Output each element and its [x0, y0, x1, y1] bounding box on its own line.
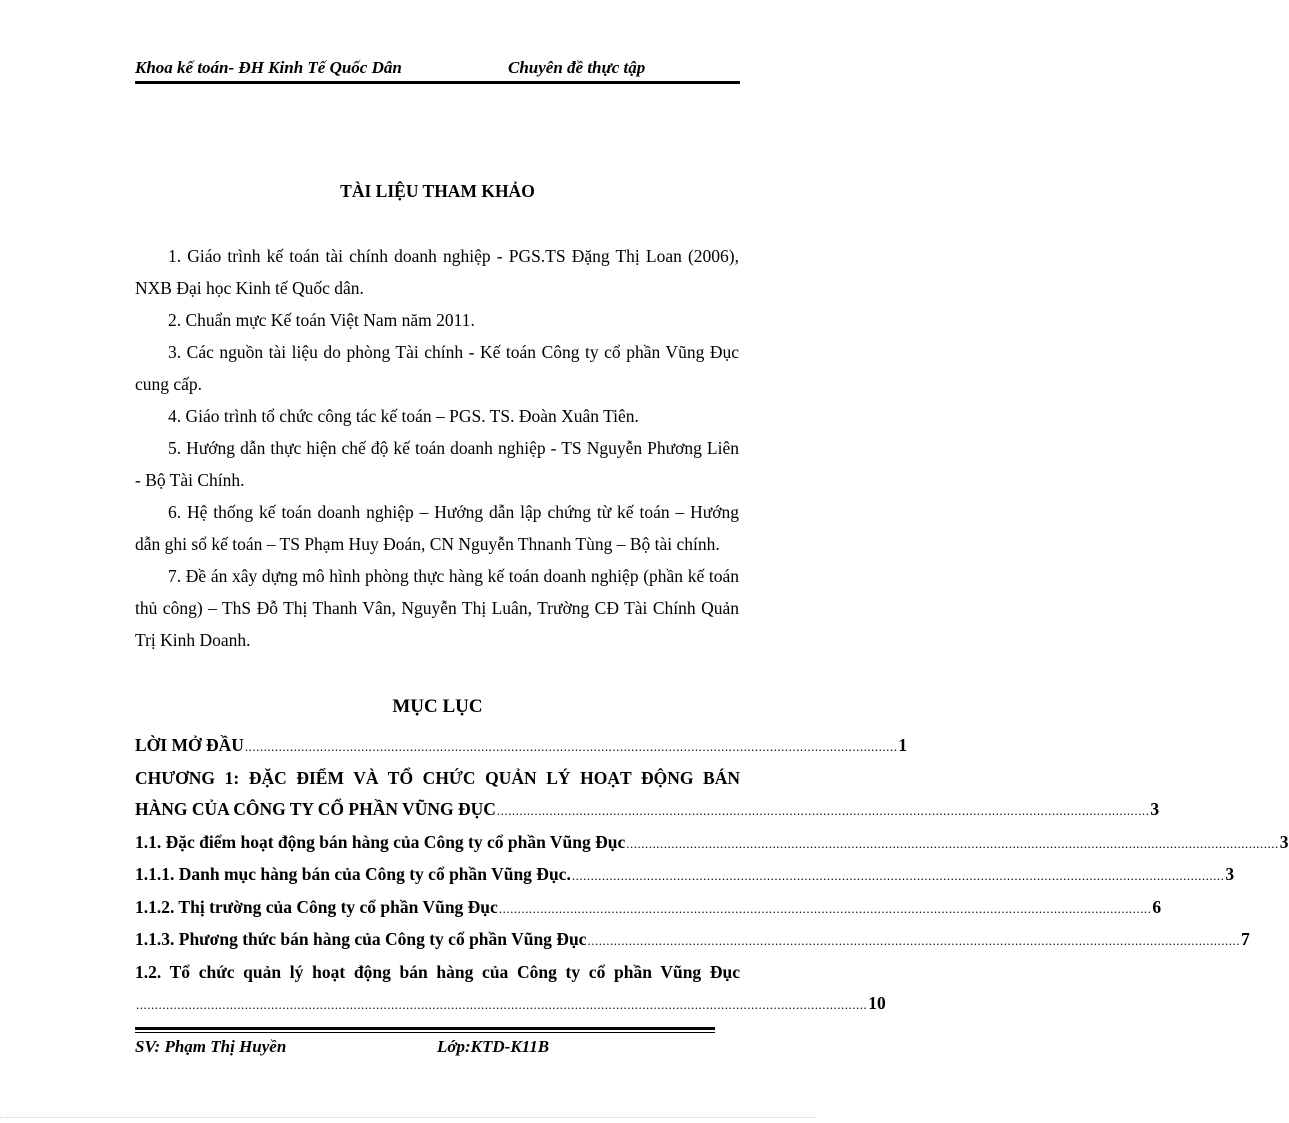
- footer-class: Lớp:KTD-K11B: [437, 1037, 550, 1056]
- footer-student: SV: Phạm Thị Huyền: [135, 1037, 287, 1056]
- table-of-contents: [135, 730, 1289, 1021]
- toc-leader-dots: ..............................................................................................................................................................................: [496, 803, 1150, 818]
- toc-leader-dots: ..............................................................................................................................................................................: [587, 933, 1240, 948]
- header-faculty: Khoa kế toán- ĐH Kinh Tế Quốc Dân: [135, 58, 402, 77]
- footer-rule-thick: [135, 1027, 715, 1030]
- toc-entry: [135, 730, 908, 763]
- reference-item: 5. Hướng dẫn thực hiện chế độ kế toán doanh nghiệp - TS Nguyễn Phương Liên - Bộ Tài Chính.: [135, 438, 739, 490]
- toc-entry-text: LỜI MỞ ĐẦU: [135, 735, 244, 755]
- reference-item: 1. Giáo trình kế toán tài chính doanh nghiệp - PGS.TS Đặng Thị Loan (2006), NXB Đại học Kinh tế Quốc dân.: [135, 246, 739, 298]
- toc-entry-page: 1: [898, 735, 908, 755]
- toc-entry: [135, 924, 1250, 957]
- toc-entry-text: 1.1.2. Thị trường của Công ty cổ phần Vũng Đục: [135, 896, 498, 917]
- toc-leader-dots: ..............................................................................................................................................................................: [571, 868, 1225, 883]
- references-list: [135, 240, 739, 656]
- toc-leader-dots: ..............................................................................................................................................................................: [626, 835, 1279, 851]
- toc-entry-text: 1.1.3. Phương thức bán hàng của Công ty cổ phần Vũng Đục: [135, 929, 587, 949]
- toc-entry-page: 3: [1225, 864, 1235, 884]
- toc-leader-dots: ...................................................................................................................................................................................................: [136, 997, 868, 1012]
- toc-title: MỤC LỤC: [392, 696, 483, 717]
- reference-item: 6. Hệ thống kế toán doanh nghiệp – Hướng dẫn lập chứng từ kế toán – Hướng dẫn ghi sổ kế toán – TS Phạm Huy Đoán, CN Nguyễn Thnanh Tùng – Bộ tài chính.: [135, 502, 739, 554]
- toc-entry-text: 1.1. Đặc điểm hoạt động bán hàng của Công ty cổ phần Vũng Đục: [135, 831, 626, 852]
- header-rule: [135, 81, 740, 84]
- toc-entry-text: HÀNG CỦA CÔNG TY CỔ PHẦN VŨNG ĐỤC: [135, 799, 496, 819]
- toc-leader-dots: ..............................................................................................................................................................................: [498, 900, 1152, 916]
- toc-entry-page: 6: [1152, 896, 1162, 917]
- toc-entry: [135, 794, 1160, 827]
- references-title: TÀI LIỆU THAM KHẢO: [340, 181, 535, 201]
- toc-entry-page: 10: [868, 993, 886, 1013]
- toc-entry-line: 1.2. Tổ chức quản lý hoạt động bán hàng của Công ty cổ phần Vũng Đục: [135, 961, 740, 982]
- page-edge-divider: [0, 1117, 816, 1118]
- reference-item: 2. Chuẩn mực Kế toán Việt Nam năm 2011.: [168, 310, 475, 330]
- reference-item: 3. Các nguồn tài liệu do phòng Tài chính - Kế toán Công ty cổ phần Vũng Đục cung cấp.: [135, 342, 739, 394]
- toc-entry-page: 3: [1279, 831, 1289, 852]
- reference-item: 7. Đề án xây dựng mô hình phòng thực hàng kế toán doanh nghiệp (phần kế toán thủ công) – ThS Đỗ Thị Thanh Vân, Nguyễn Thị Luân, Trường CĐ Tài Chính Quản Trị Kinh Doanh.: [135, 566, 739, 650]
- toc-entry: [135, 859, 1235, 892]
- toc-entry-line: CHƯƠNG 1: ĐẶC ĐIỂM VÀ TỔ CHỨC QUẢN LÝ HOẠT ĐỘNG BÁN: [135, 767, 740, 788]
- toc-entry-text: 1.1.1. Danh mục hàng bán của Công ty cổ phần Vũng Đục.: [135, 864, 571, 884]
- page-footer: [135, 1037, 740, 1059]
- reference-item: 4. Giáo trình tổ chức công tác kế toán – PGS. TS. Đoàn Xuân Tiên.: [168, 406, 639, 426]
- toc-entry: [135, 827, 1289, 860]
- footer-rule-thin: [135, 1032, 715, 1033]
- header-doc-type: Chuyên đề thực tập: [508, 58, 646, 77]
- toc-entry: [135, 892, 1162, 925]
- page-header: [135, 58, 740, 82]
- toc-entry-page: 7: [1240, 929, 1250, 949]
- toc-entry: [135, 988, 886, 1021]
- toc-leader-dots: ..............................................................................................................................................................................: [244, 739, 898, 754]
- toc-entry-page: 3: [1150, 799, 1160, 819]
